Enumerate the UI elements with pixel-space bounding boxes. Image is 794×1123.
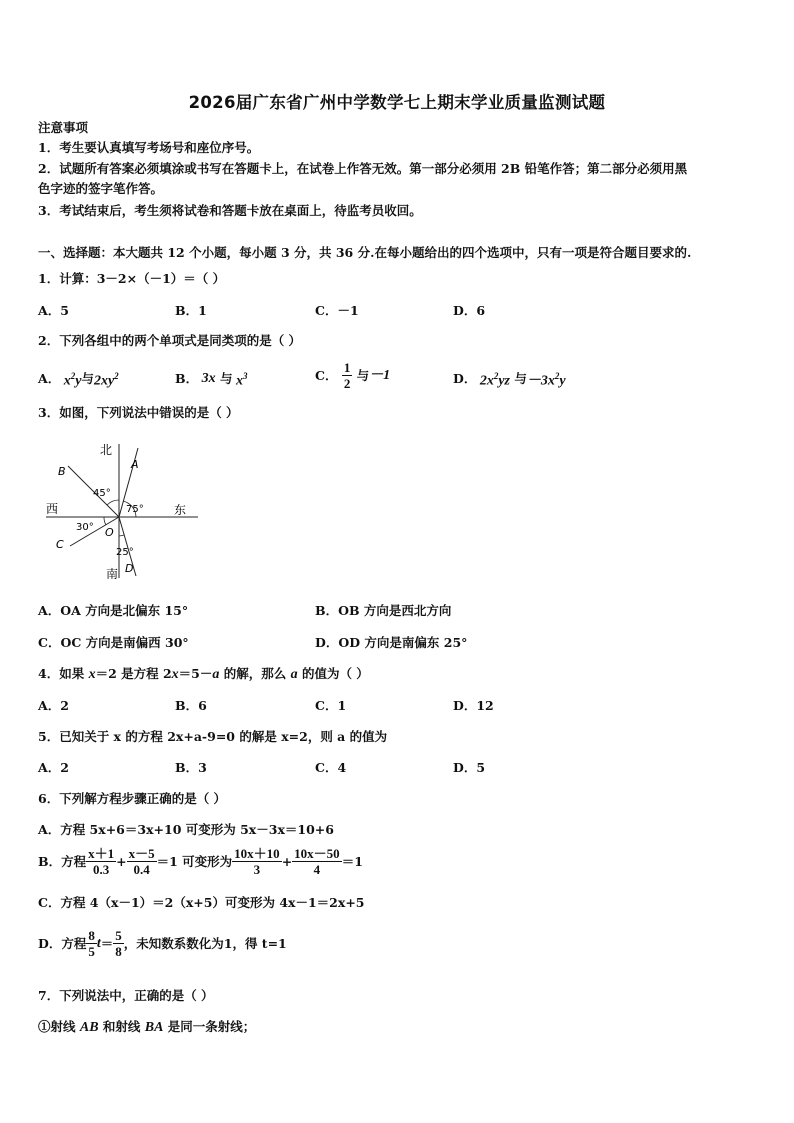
q1-option-a: A．5: [38, 303, 69, 318]
label-south: 南: [106, 567, 119, 581]
q1-option-c: C．－1: [315, 303, 359, 318]
label-45: 45°: [93, 488, 111, 499]
arc-45: [107, 500, 119, 505]
question-2-stem: 2．下列各组中的两个单项式是同类项的是（ ）: [38, 333, 302, 348]
q6-option-c: C．方程 4（x－1）＝2（x+5）可变形为 4x－1＝2x+5: [38, 895, 365, 910]
page-title: 2026届广东省广州中学数学七上期末学业质量监测试题: [188, 93, 606, 112]
question-1-stem: 1．计算：3－2×（－1）＝（ ）: [38, 271, 226, 286]
q1-option-b: B．1: [175, 303, 207, 318]
question-3-stem: 3．如图，下列说法中错误的是（ ）: [38, 405, 239, 420]
question-6-stem: 6．下列解方程步骤正确的是（ ）: [38, 791, 227, 806]
question-5-stem: 5．已知关于 x 的方程 2x+a-9=0 的解是 x=2，则 a 的值为: [38, 729, 388, 744]
label-b: B: [58, 465, 66, 478]
label-a: A: [131, 458, 139, 471]
q3-option-b: B．OB 方向是西北方向: [315, 603, 452, 618]
q2-option-b: B． 3x 与 $x^3$: [175, 370, 248, 389]
label-25: 25°: [116, 547, 134, 558]
q3-option-a: A．OA 方向是北偏东 15°: [38, 603, 189, 618]
label-west: 西: [46, 502, 59, 516]
question-7-stem: 7．下列说法中，正确的是（ ）: [38, 988, 214, 1003]
q2-option-c: C． $\frac{1}{2}$ 与 －1: [315, 360, 391, 391]
q5-option-d: D．5: [453, 760, 486, 775]
q4-option-a: A．2: [38, 698, 69, 713]
notice-item: 色字迹的签字笔作答。: [38, 181, 164, 196]
compass-figure: [40, 438, 210, 586]
label-d: D: [125, 562, 134, 575]
q1-option-d: D．6: [453, 303, 486, 318]
q7-item-1: ①射线 AB 和射线 BA 是同一条射线；: [38, 1019, 256, 1035]
label-75: 75°: [126, 504, 144, 515]
q5-option-b: B．3: [175, 760, 207, 775]
notice-item: 2．试题所有答案必须填涂或书写在答题卡上，在试卷上作答无效。第一部分必须用 2B 铅笔作答；第二部分必须用黑: [38, 161, 688, 176]
q4-option-d: D．12: [453, 698, 494, 713]
q3-option-c: C．OC 方向是南偏西 30°: [38, 635, 189, 650]
q4-option-c: C．1: [315, 698, 347, 713]
notice-heading: 注意事项: [38, 120, 89, 135]
label-east: 东: [174, 503, 187, 517]
question-4-stem: 4．如果 x＝2 是方程 2x＝5－a 的解，那么 a 的值为（ ）: [38, 666, 369, 682]
q6-option-b: B．方程 $\frac{x+1}{0.3}$ + $\frac{x-5}{0.4}$ ＝1 可变形为 $\frac{10x+10}{3}$ + $\frac{10x-50}{4}$ ＝1: [38, 846, 363, 877]
arc-25: [119, 535, 124, 536]
q5-option-c: C．4: [315, 760, 347, 775]
q2-option-a: A． $x^2y$ 与 $2xy^2$: [38, 370, 119, 389]
q5-option-a: A．2: [38, 760, 69, 775]
label-c: C: [56, 538, 64, 551]
q6-option-a: A．方程 5x+6＝3x+10 可变形为 5x－3x＝10+6: [38, 822, 334, 837]
q2-option-d: D． $2x^2yz$ 与 $-3x^2y$: [453, 370, 566, 389]
label-o: O: [105, 526, 114, 539]
notice-item: 3．考试结束后，考生须将试卷和答题卡放在桌面上，待监考员收回。: [38, 203, 422, 218]
label-north: 北: [100, 443, 113, 457]
section-heading: 一、选择题：本大题共 12 个小题，每小题 3 分，共 36 分.在每小题给出的四个选项中，只有一项是符合题目要求的.: [38, 245, 692, 260]
q3-option-d: D．OD 方向是南偏东 25°: [315, 635, 468, 650]
notice-item: 1．考生要认真填写考场号和座位序号。: [38, 140, 260, 155]
q6-option-d: D．方程 $\frac{8}{5}$ t ＝ $\frac{5}{8}$ ，未知数系数化为1，得 t=1: [38, 928, 287, 959]
q4-option-b: B．6: [175, 698, 207, 713]
label-30: 30°: [76, 522, 94, 533]
arc-30: [104, 517, 106, 525]
